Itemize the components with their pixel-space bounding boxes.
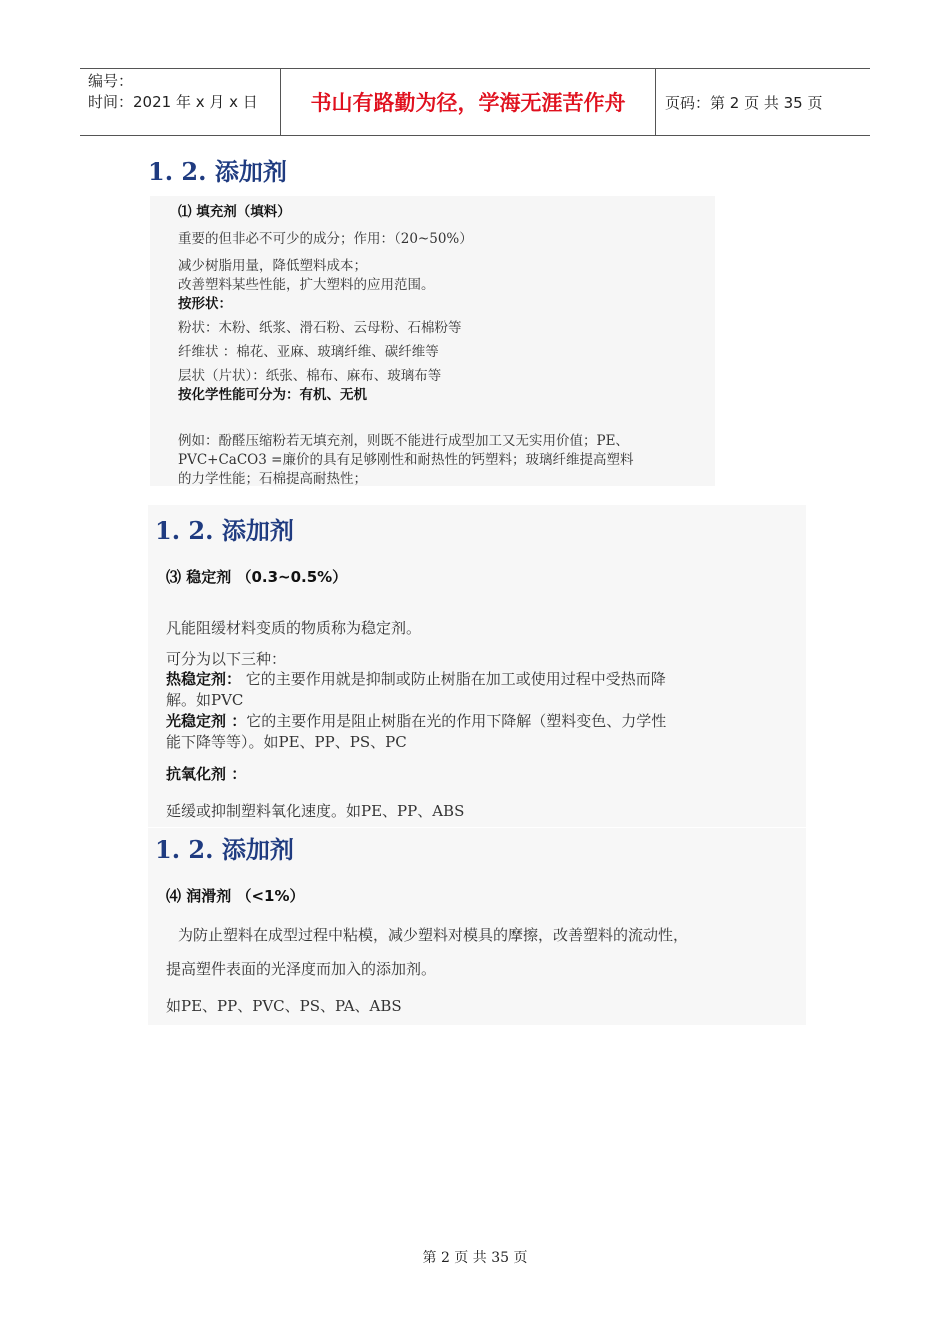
text-line: 例如：酚醛压缩粉若无填充剂，则既不能进行成型加工又无实用价值；PE、 xyxy=(178,433,629,449)
text-line: 层状（片状）：纸张、棉布、麻布、玻璃布等 xyxy=(178,368,442,384)
subheading: 按化学性能可分为：有机、无机 xyxy=(178,387,367,403)
heat-text: 它的主要作用就是抑制或防止树脂在加工或使用过程中受热而降 xyxy=(241,670,666,688)
text-line: 改善塑料某些性能，扩大塑料的应用范围。 xyxy=(178,277,435,293)
slide-heading: ⑶ 稳定剂 （0.3~0.5%） xyxy=(166,568,348,586)
text-line: 可分为以下三种： xyxy=(166,650,287,668)
text-line: 延缓或抑制塑料氧化速度。如PE、PP、ABS xyxy=(166,802,465,820)
slide-title: 1. 2. 添加剂 xyxy=(148,157,287,186)
page-counter: 页码：第 2 页 共 35 页 xyxy=(665,93,823,112)
light-label: 光稳定剂 ： xyxy=(166,712,247,730)
date-label: 时间：2021 年 x 月 x 日 xyxy=(88,93,258,111)
text-line: PVC+CaCO3 =廉价的具有足够刚性和耐热性的钙塑料；玻璃纤维提高塑料 xyxy=(178,452,634,468)
text-line: 如PE、PP、PVC、PS、PA、ABS xyxy=(166,997,402,1015)
text-line: 为防止塑料在成型过程中粘模，减少塑料对模具的摩擦，改善塑料的流动性， xyxy=(178,926,689,944)
slide-title: 1. 2. 添加剂 xyxy=(155,516,294,545)
motto: 书山有路勤为径，学海无涯苦作舟 xyxy=(281,69,656,135)
text-line xyxy=(166,668,666,689)
light-text: 它的主要作用是阻止树脂在光的作用下降解（塑料变色、力学性 xyxy=(246,712,667,730)
text-line: 粉状：木粉、纸浆、滑石粉、云母粉、石棉粉等 xyxy=(178,320,462,336)
text-line: 提高塑件表面的光泽度而加入的添加剂。 xyxy=(166,960,437,978)
page-footer: 第 2 页 共 35 页 xyxy=(422,1250,528,1266)
text-line: 凡能阻缓材料变质的物质称为稳定剂。 xyxy=(166,619,422,637)
text-line: 的力学性能；石棉提高耐热性； xyxy=(178,471,367,487)
text-line: 减少树脂用量，降低塑料成本； xyxy=(178,258,367,274)
slide-heading: ⑷ 润滑剂 （<1%） xyxy=(166,887,305,905)
heat-label: 热稳定剂： xyxy=(166,670,242,688)
header-left-cell xyxy=(80,69,281,135)
serial-label: 编号： xyxy=(88,72,134,90)
slide-heading: ⑴ 填充剂（填料） xyxy=(178,204,291,220)
text-line: 解。如PVC xyxy=(166,691,244,709)
text-line: 能下降等等）。如PE、PP、PS、PC xyxy=(166,733,407,751)
slide-lubricants xyxy=(148,828,806,1025)
subheading: 抗氧化剂 ： xyxy=(166,765,247,783)
subheading: 按形状： xyxy=(178,296,232,312)
header-table xyxy=(80,68,870,136)
text-line xyxy=(166,710,666,731)
slide-fillers xyxy=(145,146,715,486)
text-line: 重要的但非必不可少的成分；作用：（20~50%） xyxy=(178,231,473,247)
text-line: 纤维状 ：棉花、亚麻、玻璃纤维、碳纤维等 xyxy=(178,344,439,360)
slide-title: 1. 2. 添加剂 xyxy=(155,835,294,864)
slide-stabilizers xyxy=(148,505,806,827)
